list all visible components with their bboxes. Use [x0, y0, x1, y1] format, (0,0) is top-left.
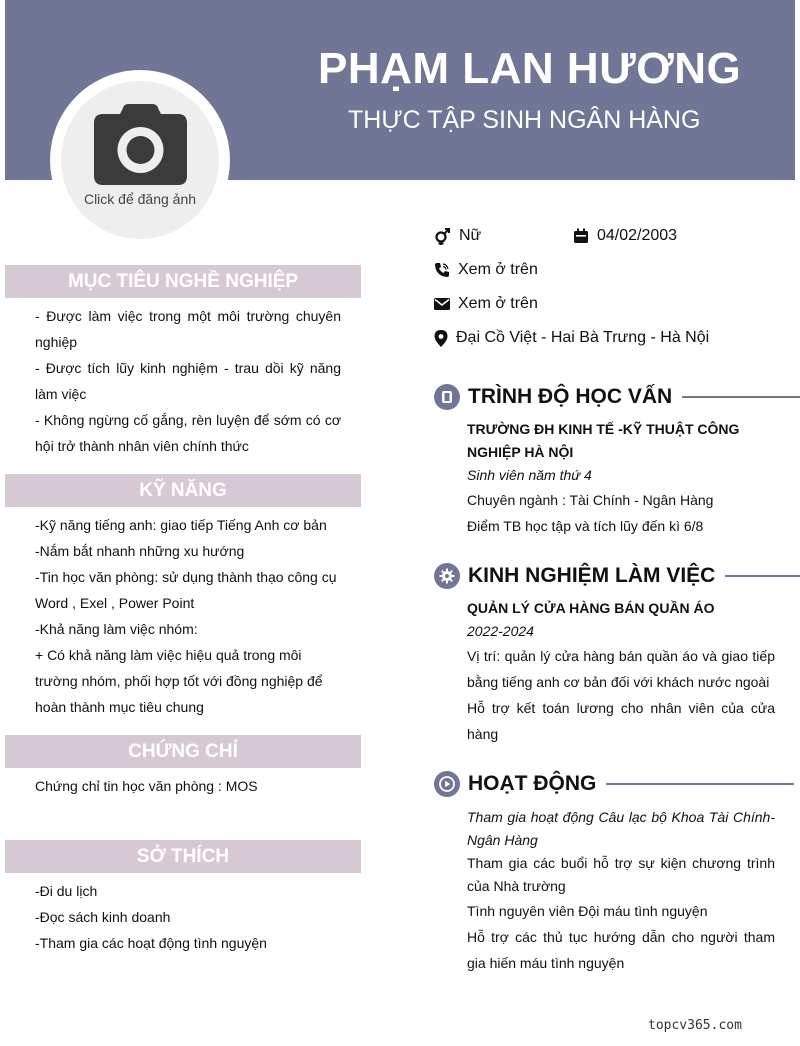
activity-item: Tình nguyên viên Đội máu tình nguyện	[467, 903, 708, 919]
camera-icon[interactable]	[93, 104, 188, 186]
education-heading: TRÌNH ĐỘ HỌC VẤN	[468, 385, 673, 408]
objective-section	[35, 303, 341, 459]
calendar-icon	[573, 228, 589, 244]
location-pin-icon	[434, 330, 448, 347]
envelope-icon	[434, 297, 450, 311]
education-divider	[682, 396, 800, 398]
work-description: Hỗ trợ kết toán lương cho nhân viên của cửa hàng	[467, 700, 775, 742]
study-status: Sinh viên năm thứ 4	[467, 467, 592, 483]
experience-heading: KINH NGHIỆM LÀM VIỆC	[468, 564, 716, 587]
skill-line: -Tin học văn phòng: sử dụng thành thạo công cụ Word , Exel , Power Point	[35, 569, 337, 611]
activity-item: Hỗ trợ các thủ tục hướng dẫn cho người tham gia hiến máu tình nguyện	[467, 929, 775, 971]
objective-line: - Được làm việc trong một môi trường chuyên nghiệp	[35, 308, 341, 350]
gpa: Điểm TB học tập và tích lũy đến kì 6/8	[467, 518, 704, 534]
play-icon	[434, 771, 460, 797]
hobbies-section	[35, 878, 341, 956]
activities-divider	[606, 783, 794, 785]
dob-row	[573, 227, 677, 245]
hobby-line: -Tham gia các hoạt động tình nguyện	[35, 935, 267, 951]
activity-item: Tham gia hoạt động Câu lạc bộ Khoa Tài Chính- Ngân Hàng	[467, 809, 775, 848]
experience-header	[434, 563, 800, 589]
experience-section	[467, 597, 775, 747]
company-name: QUẢN LÝ CỬA HÀNG BÁN QUẦN ÁO	[467, 600, 715, 616]
activities-heading: HOẠT ĐỘNG	[468, 772, 597, 795]
skill-line: -Khả năng làm việc nhóm:	[35, 621, 198, 637]
email-value: Xem ở trên	[458, 295, 538, 312]
hobby-line: -Đi du lịch	[35, 883, 98, 899]
gear-icon	[434, 563, 460, 589]
job-title: THỰC TẬP SINH NGÂN HÀNG	[348, 106, 701, 134]
activity-item: Tham gia các buổi hỗ trợ sự kiện chương trình của Nhà trường	[467, 855, 775, 894]
address-row	[434, 329, 709, 347]
watermark-site: topcv365.com	[648, 1018, 742, 1033]
skills-section	[35, 512, 341, 720]
book-icon	[434, 384, 460, 410]
objective-line: - Không ngừng cố gắng, rèn luyện để sớm có cơ hội trở thành nhân viên chính thức	[35, 412, 341, 454]
address-value: Đại Cồ Việt - Hai Bà Trưng - Hà Nội	[456, 329, 710, 346]
gender-value: Nữ	[459, 227, 482, 244]
major: Chuyên ngành : Tài Chính - Ngân Hàng	[467, 492, 714, 508]
upload-photo-label[interactable]: Click để đăng ảnh	[83, 191, 197, 207]
phone-row	[434, 261, 538, 279]
gender-icon	[434, 228, 451, 245]
skills-heading: KỸ NĂNG	[5, 474, 361, 507]
candidate-name: PHẠM LAN HƯƠNG	[318, 44, 742, 93]
work-description: Vị trí: quản lý cửa hàng bán quần áo và giao tiếp bằng tiếng anh cơ bản đối với khách nước ngoài	[467, 648, 775, 690]
certificates-heading: CHỨNG CHỈ	[5, 735, 361, 768]
school-name: TRƯỜNG ĐH KINH TẾ -KỸ THUẬT CÔNG NGHIỆP HÀ NỘI	[467, 421, 740, 460]
activities-section	[467, 806, 775, 976]
certificates-section	[35, 773, 341, 799]
objective-line: - Được tích lũy kinh nghiệm - trau dồi kỹ năng làm việc	[35, 360, 341, 402]
work-period: 2022-2024	[467, 623, 534, 639]
hobby-line: -Đọc sách kinh doanh	[35, 909, 171, 925]
email-row	[434, 295, 538, 313]
phone-icon	[434, 262, 450, 278]
skill-line: -Nắm bắt nhanh những xu hướng	[35, 543, 245, 559]
skill-line: + Có khả năng làm việc hiệu quả trong môi trường nhóm, phối hợp tốt với đồng nghiệp để hoàn thành mục tiêu chung	[35, 647, 323, 715]
phone-value: Xem ở trên	[458, 261, 538, 278]
experience-divider	[725, 575, 800, 577]
activities-header	[434, 771, 794, 797]
objective-heading: MỤC TIÊU NGHỀ NGHIỆP	[5, 265, 361, 298]
certificate-line: Chứng chỉ tin học văn phòng : MOS	[35, 778, 258, 794]
education-section	[467, 418, 775, 539]
education-header	[434, 384, 800, 410]
dob-value: 04/02/2003	[597, 227, 678, 244]
skill-line: -Kỹ năng tiếng anh: giao tiếp Tiếng Anh cơ bản	[35, 517, 327, 533]
hobbies-heading: SỞ THÍCH	[5, 840, 361, 873]
gender-row	[434, 227, 481, 245]
